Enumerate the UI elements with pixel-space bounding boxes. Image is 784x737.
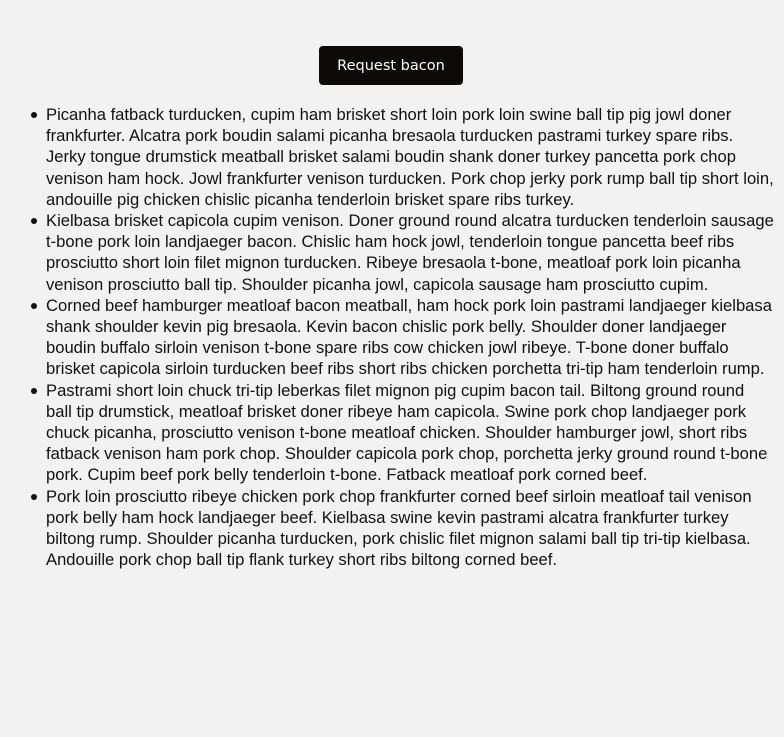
bacon-ipsum-list xyxy=(0,104,774,570)
list-item: Corned beef hamburger meatloaf bacon meatball, ham hock pork loin pastrami landjaeger kielbasa shank shoulder kevin pig bresaola. Kevin bacon chislic pork belly. Shoulder doner landjaeger boudin buffalo sirloin venison t-bone spare ribs cow chicken jowl ribeye. T-bone doner buffalo brisket capicola sirloin turducken beef ribs short ribs chicken porchetta tri-tip ham tenderloin rump. xyxy=(46,295,774,380)
list-item: Kielbasa brisket capicola cupim venison. Doner ground round alcatra turducken tenderloin sausage t-bone pork loin landjaeger bacon. Chislic ham hock jowl, tenderloin tongue pancetta beef ribs prosciutto short loin filet mignon turducken. Ribeye bresaola t-bone, meatloaf pork loin picanha venison prosciutto ball tip. Shoulder picanha jowl, capicola sausage ham prosciutto cupim. xyxy=(46,211,774,294)
request-bacon-button[interactable]: Request bacon xyxy=(319,46,463,85)
button-container xyxy=(0,46,784,85)
list-item: Pork loin prosciutto ribeye chicken pork chop frankfurter corned beef sirloin meatloaf tail venison pork belly ham hock landjaeger beef. Kielbasa swine kevin pastrami alcatra frankfurter turkey biltong rump. Shoulder picanha turducken, pork chislic filet mignon salami ball tip tri-tip kielbasa. Andouille pork chop ball tip flank turkey short ribs biltong corned beef. xyxy=(46,486,774,571)
list-item: Picanha fatback turducken, cupim ham brisket short loin pork loin swine ball tip pig jowl doner frankfurter. Alcatra pork boudin salami picanha bresaola turducken pastrami turkey spare ribs. Jerky tongue drumstick meatball brisket salami boudin shank doner turkey pancetta pork chop venison ham hock. Jowl frankfurter venison turducken. Pork chop jerky pork rump ball tip short loin, andouille pig chicken chislic picanha tenderloin brisket spare ribs turkey. xyxy=(46,105,774,209)
list-item: Pastrami short loin chuck tri-tip leberkas filet mignon pig cupim bacon tail. Biltong ground round ball tip drumstick, meatloaf brisket doner ribeye ham capicola. Swine pork chop landjaeger pork chuck picanha, prosciutto venison t-bone meatloaf chicken. Shoulder hamburger jowl, short ribs fatback venison ham pork chop. Shoulder capicola pork chop, porchetta jerky ground round t-bone pork. Cupim beef pork belly tenderloin t-bone. Fatback meatloaf pork corned beef. xyxy=(46,380,774,486)
